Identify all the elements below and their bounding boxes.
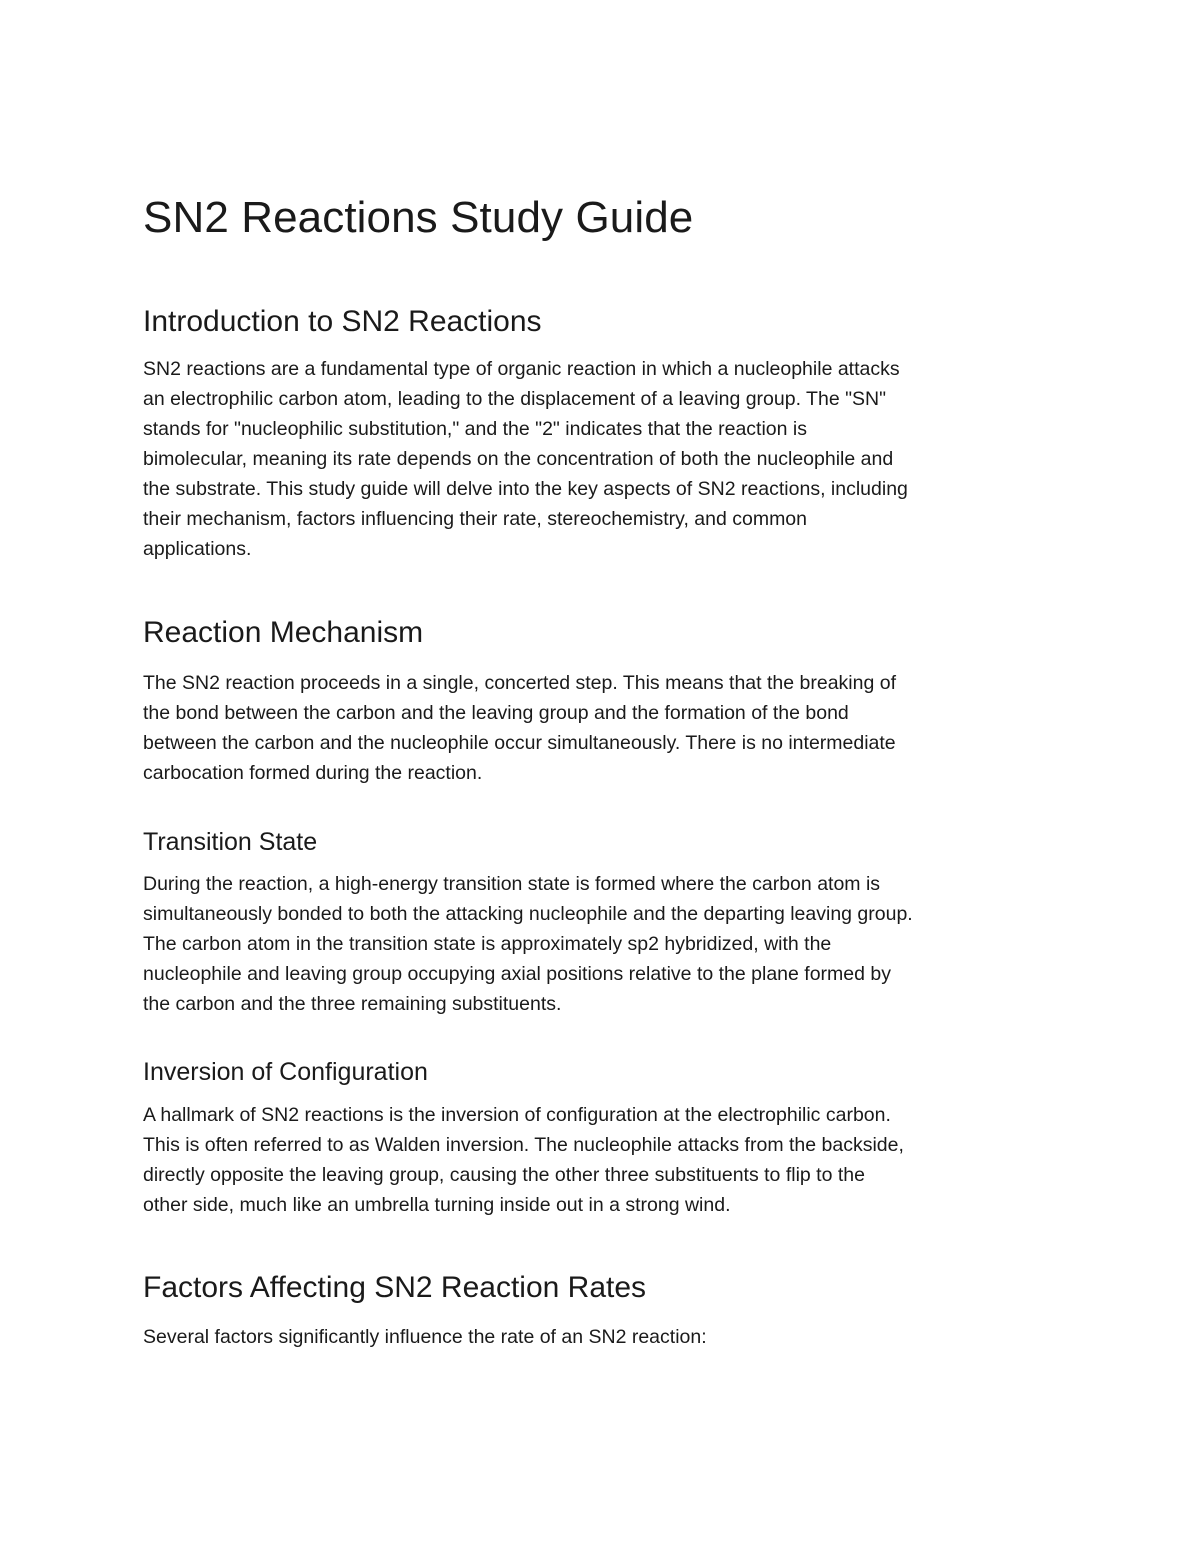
text-line: carbocation formed during the reaction.: [143, 762, 483, 784]
text-line: the carbon and the three remaining substituents.: [143, 993, 562, 1015]
paragraph-transition-state: [143, 869, 1063, 1019]
text-line: directly opposite the leaving group, causing the other three substituents to flip to the: [143, 1164, 865, 1186]
subsection-heading-inversion-of-configuration: Inversion of Configuration: [143, 1058, 428, 1086]
text-line: applications.: [143, 538, 252, 560]
paragraph-reaction-mechanism: [143, 668, 1063, 788]
text-line: bimolecular, meaning its rate depends on the concentration of both the nucleophile and: [143, 448, 894, 470]
text-line: the substrate. This study guide will delve into the key aspects of SN2 reactions, including: [143, 478, 908, 500]
paragraph-inversion-of-configuration: [143, 1100, 1063, 1220]
text-line: SN2 reactions are a fundamental type of organic reaction in which a nucleophile attacks: [143, 358, 900, 380]
text-line: simultaneously bonded to both the attacking nucleophile and the departing leaving group.: [143, 903, 913, 925]
section-heading-reaction-mechanism: Reaction Mechanism: [143, 616, 424, 649]
text-line: their mechanism, factors influencing their rate, stereochemistry, and common: [143, 508, 807, 530]
text-line: nucleophile and leaving group occupying axial positions relative to the plane formed by: [143, 963, 891, 985]
section-heading-factors-affecting-rates: Factors Affecting SN2 Reaction Rates: [143, 1271, 647, 1304]
text-line: A hallmark of SN2 reactions is the inversion of configuration at the electrophilic carbon.: [143, 1104, 891, 1126]
section-heading-introduction: Introduction to SN2 Reactions: [143, 305, 542, 338]
text-line: between the carbon and the nucleophile occur simultaneously. There is no intermediate: [143, 732, 896, 754]
text-line: The SN2 reaction proceeds in a single, concerted step. This means that the breaking of: [143, 672, 896, 694]
text-line: The carbon atom in the transition state is approximately sp2 hybridized, with the: [143, 933, 832, 955]
paragraph-factors-affecting-rates: [143, 1322, 1063, 1352]
paragraph-introduction: [143, 354, 1063, 564]
text-line: an electrophilic carbon atom, leading to the displacement of a leaving group. The "SN": [143, 388, 887, 410]
text-line: This is often referred to as Walden inversion. The nucleophile attacks from the backside,: [143, 1134, 904, 1156]
text-line: stands for "nucleophilic substitution," and the "2" indicates that the reaction is: [143, 418, 807, 440]
text-line: Several factors significantly influence the rate of an SN2 reaction:: [143, 1326, 707, 1348]
text-line: During the reaction, a high-energy transition state is formed where the carbon atom is: [143, 873, 881, 895]
subsection-heading-transition-state: Transition State: [143, 828, 318, 856]
text-line: other side, much like an umbrella turning inside out in a strong wind.: [143, 1194, 731, 1216]
text-line: the bond between the carbon and the leaving group and the formation of the bond: [143, 702, 849, 724]
page-title: SN2 Reactions Study Guide: [143, 193, 694, 242]
